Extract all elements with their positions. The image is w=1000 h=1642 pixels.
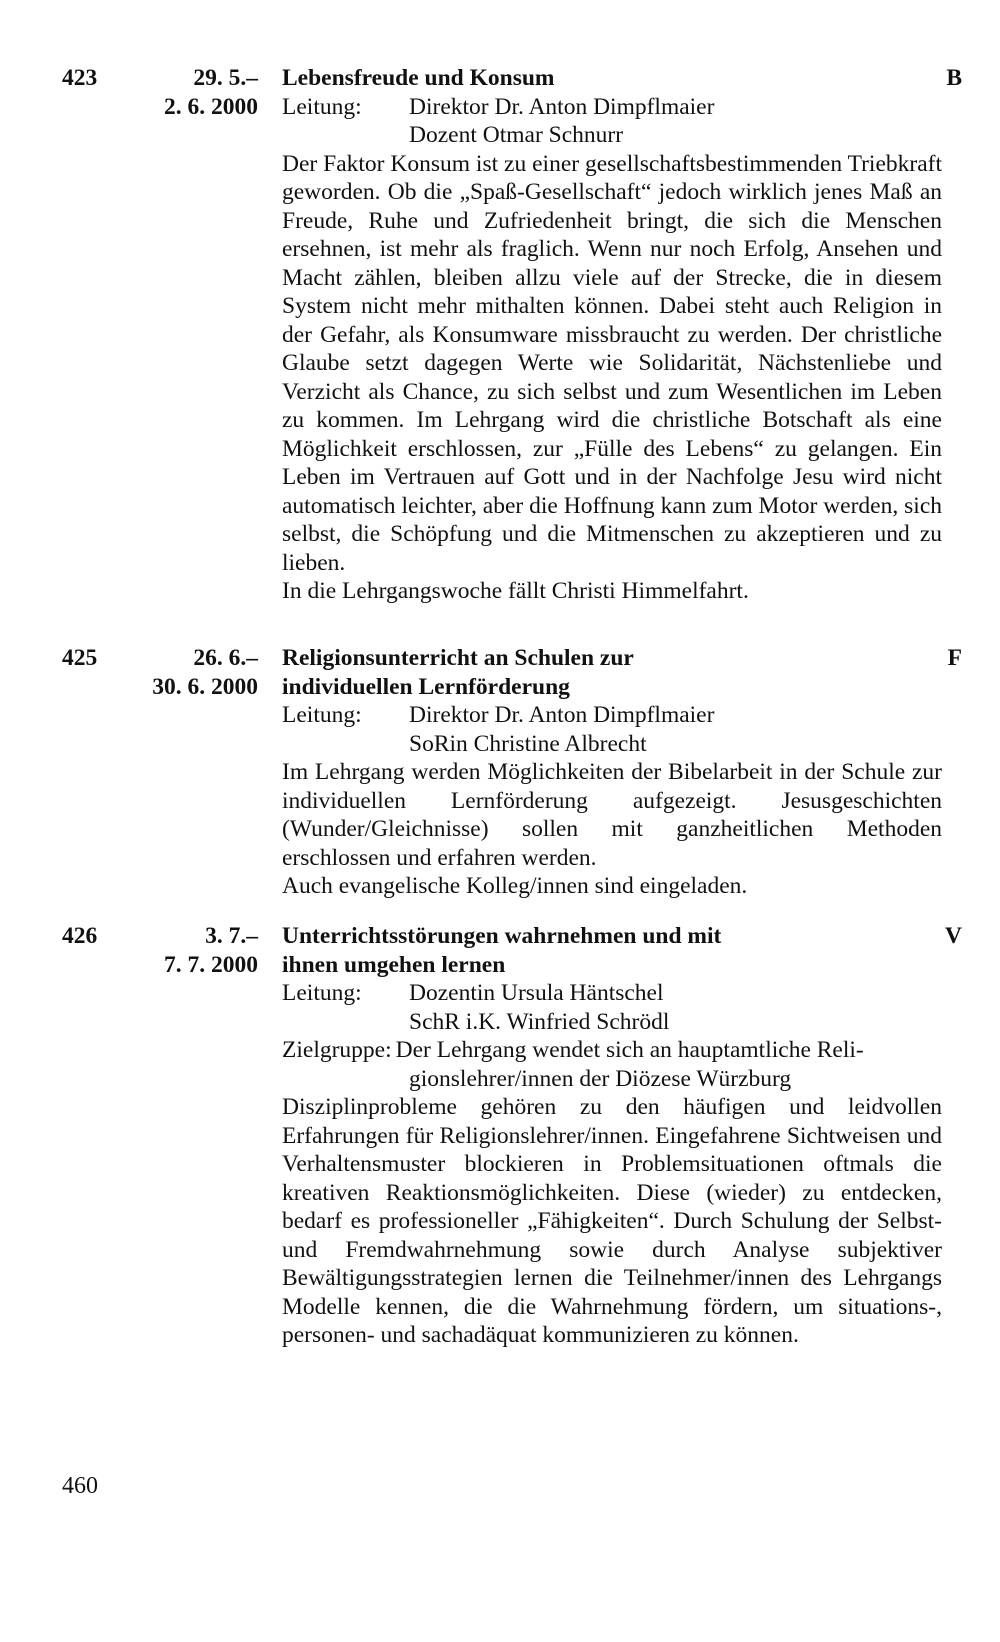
- leader-name: Dozentin Ursula Häntschel: [409, 980, 664, 1006]
- course-dates: [128, 644, 258, 701]
- course-dates: [128, 922, 258, 979]
- course-description: Disziplinprobleme gehören zu den häufigen und leidvollen Erfahrungen für Religionslehrer/innen. Eingefahrene Sichtweisen und Verhaltensmuster blockieren in Problemsituationen oftmals die kreativen Reaktionsmöglichkeiten. Diese (wieder) zu entdecken, bedarf es professioneller „Fähigkeiten“. Durch Schulung der Selbst- und Fremdwahrnehmung sowie durch Analyse subjektiver Bewältigungsstrategien lernen die Teilnehmer/innen des Lehrgangs Modelle kennen, die die Wahrnehmung fördern, um situations-, personen- und sachadäquat kommunizieren zu können.: [282, 1094, 942, 1348]
- leader-name: SchR i.K. Winfried Schrödl: [409, 1008, 670, 1035]
- course-body: [282, 922, 942, 1350]
- course-title-line: Unterrichtsstörungen wahrnehmen und mit: [282, 923, 722, 949]
- course-title-line: individuellen Lernförderung: [282, 673, 570, 700]
- page-number: 460: [62, 1473, 98, 1499]
- course-code: V: [945, 923, 962, 949]
- course-description: Im Lehrgang werden Möglichkeiten der Bibelarbeit in der Schule zur individuellen Lernförderung aufgezeigt. Jesusgeschichten (Wunder/Gleichnisse) sollen mit ganzheitlichen Methoden erschlossen und erfahren werden.: [282, 759, 942, 871]
- leitung-label: Leitung:: [282, 93, 362, 120]
- leitung-row: [282, 701, 942, 758]
- zielgruppe-label: Zielgruppe:: [282, 1037, 392, 1063]
- leader-name: Dozent Otmar Schnurr: [409, 122, 624, 148]
- date-from: 3. 7.–: [205, 923, 258, 949]
- leitung-row: [282, 93, 942, 150]
- date-to: 7. 7. 2000: [164, 951, 258, 978]
- course-title-line: Religionsunterricht an Schulen zur: [282, 645, 634, 671]
- course-number: 423: [62, 65, 98, 91]
- course-number: 425: [62, 645, 98, 671]
- date-to: 30. 6. 2000: [152, 673, 258, 700]
- course-body: [282, 64, 942, 606]
- course-note: Auch evangelische Kolleg/innen sind eingeladen.: [282, 873, 748, 899]
- zielgruppe-row: [282, 1036, 942, 1065]
- leitung-label: Leitung:: [282, 980, 362, 1006]
- leader-name: SoRin Christine Albrecht: [409, 730, 647, 757]
- leitung-label: Leitung:: [282, 702, 362, 728]
- leitung-row: [282, 979, 942, 1036]
- zielgruppe-text: gionslehrer/innen der Diözese Würzburg: [409, 1065, 792, 1092]
- course-dates: [128, 64, 258, 121]
- date-from: 29. 5.–: [193, 65, 258, 91]
- leader-name: Direktor Dr. Anton Dimpflmaier: [409, 93, 715, 120]
- leader-name: Direktor Dr. Anton Dimpflmaier: [409, 702, 715, 728]
- course-title-line: ihnen umgehen lernen: [282, 951, 506, 978]
- course-note: In die Lehrgangswoche fällt Christi Himmelfahrt.: [282, 578, 749, 604]
- zielgruppe-continuation: [282, 1065, 942, 1094]
- date-to: 2. 6. 2000: [164, 93, 258, 120]
- course-body: [282, 644, 942, 901]
- zielgruppe-text: Der Lehrgang wendet sich an hauptamtliche Reli-: [395, 1037, 864, 1063]
- course-code: B: [946, 65, 962, 91]
- course-description: Der Faktor Konsum ist zu einer gesellschaftsbestimmenden Triebkraft geworden. Ob die „Spaß-Gesellschaft“ jedoch wirklich jenes Maß an Freude, Ruhe und Zufriedenheit bringt, die sich die Menschen ersehnen, ist mehr als fraglich. Wenn nur noch Erfolg, Ansehen und Macht zählen, bleiben allzu viele auf der Strecke, die in diesem System nicht mehr mithalten können. Dabei steht auch Religion in der Gefahr, als Konsumware missbraucht zu werden. Der christliche Glaube setzt dagegen Werte wie Solidarität, Nächstenliebe und Verzicht als Chance, zu sich selbst und zum Wesentlichen im Leben zu kommen. Im Lehrgang wird die christliche Botschaft als eine Möglichkeit erschlossen, zur „Fülle des Lebens“ zu gelangen. Ein Leben im Vertrauen auf Gott und in der Nachfolge Jesu wird nicht automatisch leichter, aber die Hoffnung kann zum Motor werden, sich selbst, die Schöpfung und die Mitmenschen zu akzeptieren und zu lieben.: [282, 150, 942, 576]
- course-number: 426: [62, 923, 98, 949]
- course-title: Lebensfreude und Konsum: [282, 65, 555, 91]
- date-from: 26. 6.–: [193, 645, 258, 671]
- course-code: F: [947, 645, 962, 671]
